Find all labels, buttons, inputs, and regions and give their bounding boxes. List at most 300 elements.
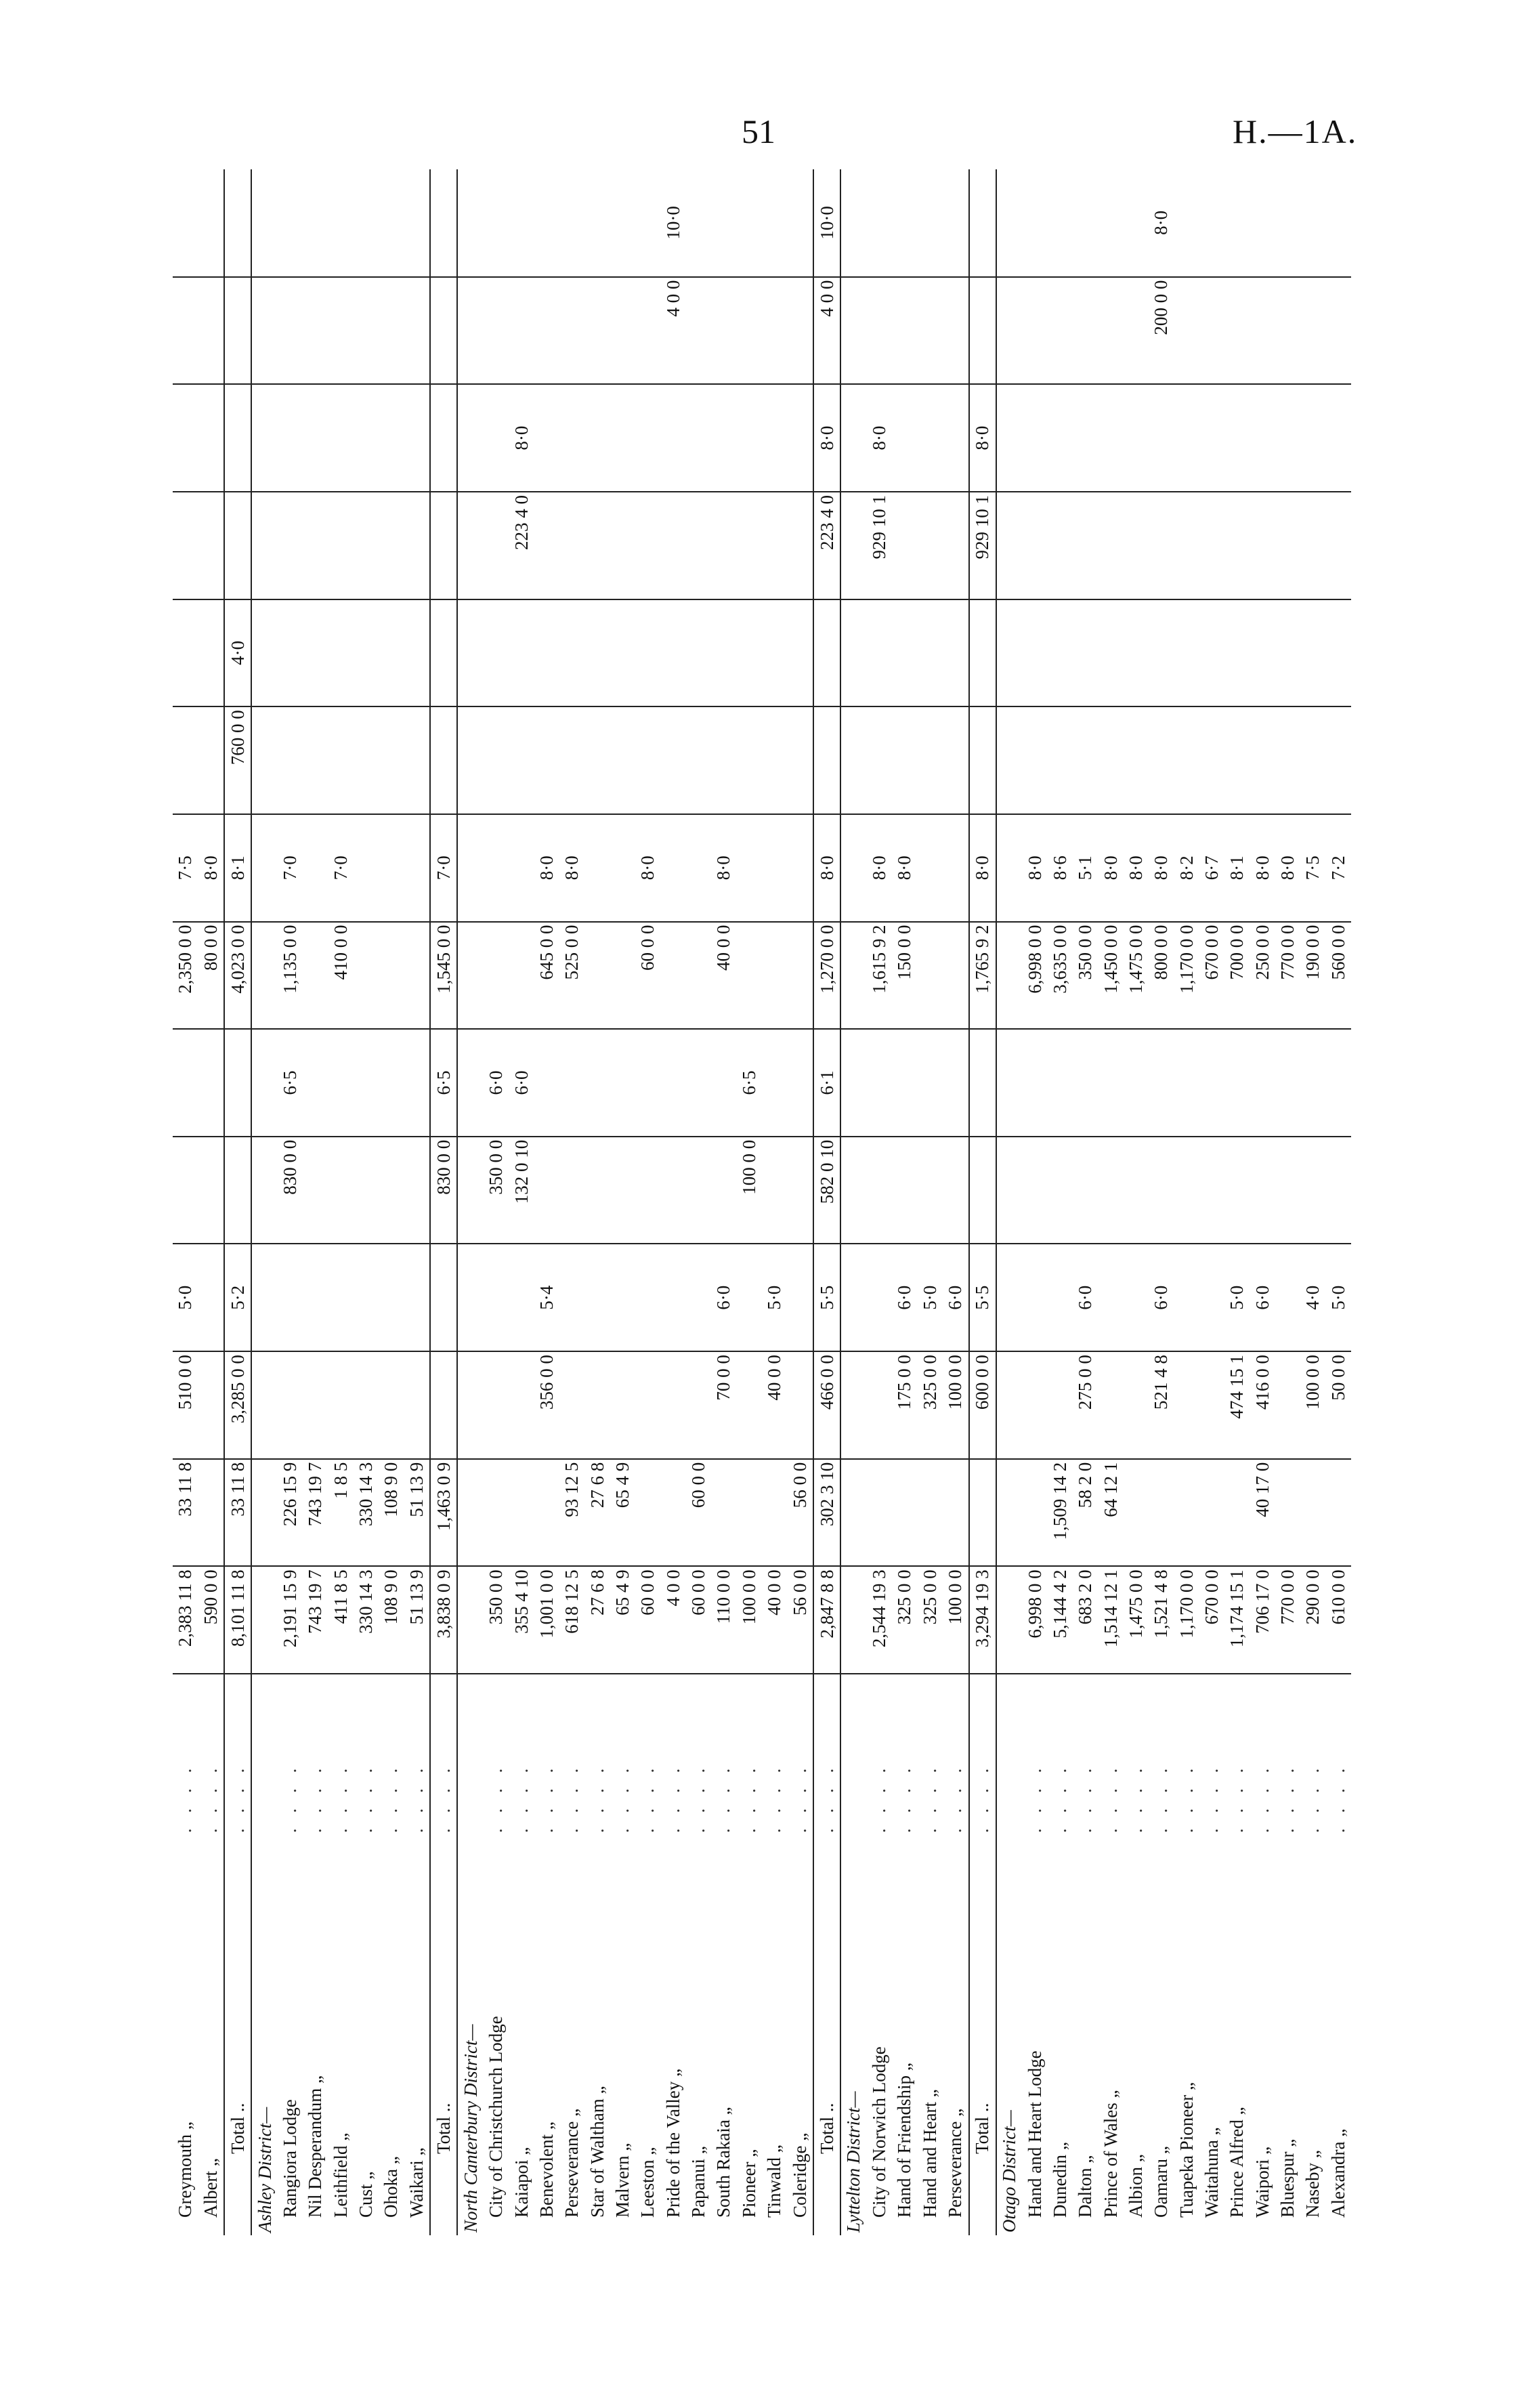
cell-c1 [840, 1566, 867, 1674]
cell-c12 [1048, 384, 1073, 492]
cell-c14 [379, 169, 404, 277]
cell-c6 [1326, 1029, 1351, 1137]
cell-c4 [354, 1244, 379, 1351]
cell-c1: 3,294 19 3 [969, 1566, 996, 1674]
cell-c13 [943, 277, 969, 385]
table-row [635, 169, 660, 2235]
cell-c6 [840, 1029, 867, 1137]
cell-c8 [354, 814, 379, 922]
cell-c13 [173, 277, 198, 385]
cell-c6 [251, 1029, 278, 1137]
cell-c6 [1174, 1029, 1199, 1137]
leader-dots: . . . . [813, 1674, 840, 1836]
lodge-name: City of Norwich Lodge [869, 2046, 889, 2218]
district-heading-row [251, 169, 278, 2235]
cell-c9 [379, 706, 404, 814]
cell-c14 [1022, 169, 1047, 277]
cell-c1: 670 0 0 [1199, 1566, 1224, 1674]
cell-c10 [1098, 599, 1123, 707]
cell-c4 [867, 1244, 892, 1351]
lodge-name: Malvern „ [612, 2142, 633, 2218]
cell-c7 [787, 922, 813, 1030]
cell-c1: 590 0 0 [198, 1566, 224, 1674]
lodge-name: Waikari „ [406, 2147, 427, 2218]
cell-c12 [943, 384, 969, 492]
leader-dots: . . . . [738, 1762, 759, 1833]
cell-c4 [787, 1244, 813, 1351]
cell-c1: 683 2 0 [1073, 1566, 1098, 1674]
cell-c4: 6·0 [1250, 1244, 1275, 1351]
cell-c3 [1275, 1351, 1300, 1459]
cell-c3 [635, 1351, 660, 1459]
cell-c4 [404, 1244, 431, 1351]
cell-c12 [379, 384, 404, 492]
cell-c13 [484, 277, 509, 385]
cell-c12 [1098, 384, 1123, 492]
table-row [303, 169, 328, 2235]
cell-c9 [1174, 706, 1199, 814]
cell-c11 [1300, 492, 1325, 599]
cell-c7 [484, 922, 509, 1030]
cell-c2: 226 15 9 [278, 1459, 303, 1567]
cell-c9 [1326, 706, 1351, 814]
cell-c8 [303, 814, 328, 922]
cell-c10 [892, 599, 917, 707]
cell-c12 [484, 384, 509, 492]
cell-c14 [892, 169, 917, 277]
lodge-name: Total .. [813, 1836, 840, 2235]
cell-c4: 6·0 [1149, 1244, 1174, 1351]
cell-c1: 2,847 8 8 [813, 1566, 840, 1674]
district-heading-row [457, 169, 484, 2235]
cell-c12 [686, 384, 711, 492]
cell-c8: 7·5 [1300, 814, 1325, 922]
cell-c4 [1124, 1244, 1149, 1351]
cell-c10 [430, 599, 457, 707]
cell-c14 [198, 169, 224, 277]
cell-c8: 8·0 [1149, 814, 1174, 922]
leader-dots: . . . . [789, 1762, 810, 1833]
cell-c1: 1,001 0 0 [534, 1566, 559, 1674]
cell-c2: 1,509 14 2 [1048, 1459, 1073, 1567]
lodge-name: Dunedin „ [1049, 2142, 1070, 2218]
cell-c10 [1250, 599, 1275, 707]
cell-c13 [711, 277, 736, 385]
cell-c4 [484, 1244, 509, 1351]
cell-c8: 8·0 [1098, 814, 1123, 922]
cell-c5 [918, 1137, 943, 1244]
cell-c11 [1048, 492, 1073, 599]
cell-c14 [251, 169, 278, 277]
cell-c2: 27 6 8 [585, 1459, 610, 1567]
cell-c7 [303, 922, 328, 1030]
cell-c7: 80 0 0 [198, 922, 224, 1030]
cell-c9 [509, 706, 534, 814]
district-heading-row [996, 169, 1023, 2235]
cell-c3 [404, 1351, 431, 1459]
cell-c9 [1022, 706, 1047, 814]
cell-c10 [173, 599, 198, 707]
cell-c5 [1124, 1137, 1149, 1244]
cell-c11 [251, 492, 278, 599]
cell-c14 [840, 169, 867, 277]
cell-c8 [918, 814, 943, 922]
cell-c12 [1149, 384, 1174, 492]
cell-c3: 275 0 0 [1073, 1351, 1098, 1459]
cell-c1: 330 14 3 [354, 1566, 379, 1674]
cell-c1 [996, 1566, 1023, 1674]
cell-c13 [303, 277, 328, 385]
cell-c1: 1,521 4 8 [1149, 1566, 1174, 1674]
cell-c2 [943, 1459, 969, 1567]
cell-c9 [867, 706, 892, 814]
lodge-name: South Rakaia „ [713, 2107, 734, 2218]
table-row [328, 169, 354, 2235]
cell-c6 [943, 1029, 969, 1137]
table-row [737, 169, 762, 2235]
leader-dots: . . . . [1049, 1762, 1070, 1833]
cell-c9 [918, 706, 943, 814]
cell-c5 [1073, 1137, 1098, 1244]
cell-c14 [1073, 169, 1098, 277]
cell-c14 [1174, 169, 1199, 277]
cell-c3 [1022, 1351, 1047, 1459]
cell-c3: 175 0 0 [892, 1351, 917, 1459]
cell-c5 [328, 1137, 354, 1244]
cell-c10 [918, 599, 943, 707]
cell-c1: 40 0 0 [762, 1566, 787, 1674]
cell-c12 [354, 384, 379, 492]
leader-dots: . . . . [1176, 1762, 1197, 1833]
cell-c3 [457, 1351, 484, 1459]
cell-c3 [996, 1351, 1023, 1459]
cell-c10 [1048, 599, 1073, 707]
cell-c1: 350 0 0 [484, 1566, 509, 1674]
lodge-name: Hand and Heart „ [919, 2089, 940, 2218]
cell-c14 [1275, 169, 1300, 277]
cell-c14 [457, 169, 484, 277]
cell-c13 [1250, 277, 1275, 385]
lodge-name: Prince Alfred „ [1226, 2107, 1247, 2218]
leader-dots: . . . . [919, 1762, 940, 1833]
cell-c12 [1300, 384, 1325, 492]
cell-c8: 8·0 [892, 814, 917, 922]
cell-c4 [686, 1244, 711, 1351]
cell-c3 [484, 1351, 509, 1459]
cell-c12 [328, 384, 354, 492]
cell-c2 [867, 1459, 892, 1567]
cell-c11 [1326, 492, 1351, 599]
district-name: North Canterbury District— [460, 2024, 481, 2233]
cell-c1: 65 4 9 [610, 1566, 635, 1674]
cell-c2: 330 14 3 [354, 1459, 379, 1567]
cell-c8: 7·0 [328, 814, 354, 922]
cell-c12 [1022, 384, 1047, 492]
cell-c4 [379, 1244, 404, 1351]
lodge-name: Greymouth „ [175, 2121, 196, 2218]
cell-c13: 4 0 0 [813, 277, 840, 385]
cell-c5 [943, 1137, 969, 1244]
cell-c11 [585, 492, 610, 599]
leader-dots: . . . . [1327, 1762, 1348, 1833]
cell-c7: 250 0 0 [1250, 922, 1275, 1030]
cell-c10 [686, 599, 711, 707]
cell-c4 [509, 1244, 534, 1351]
cell-c13: 4 0 0 [661, 277, 686, 385]
cell-c7 [404, 922, 431, 1030]
cell-c14 [404, 169, 431, 277]
cell-c4: 5·0 [1326, 1244, 1351, 1351]
cell-c2 [969, 1459, 996, 1567]
cell-c10 [762, 599, 787, 707]
cell-c6 [1048, 1029, 1073, 1137]
cell-c11 [1098, 492, 1123, 599]
cell-c14 [711, 169, 736, 277]
cell-c6 [996, 1029, 1023, 1137]
lodge-name: Perseverance „ [945, 2108, 966, 2218]
rotated-table-wrapper [173, 169, 1351, 2235]
cell-c5 [840, 1137, 867, 1244]
cell-c10 [585, 599, 610, 707]
leader-dots: . . . . [200, 1762, 221, 1833]
lodge-name: Nil Desperandum „ [305, 2075, 326, 2218]
cell-c6 [1022, 1029, 1047, 1137]
cell-c7: 645 0 0 [534, 922, 559, 1030]
lodge-name: Coleridge „ [789, 2132, 810, 2218]
table-row [867, 169, 892, 2235]
cell-c10 [943, 599, 969, 707]
cell-c5 [996, 1137, 1023, 1244]
cell-c3: 474 15 1 [1224, 1351, 1250, 1459]
cell-c4 [635, 1244, 660, 1351]
cell-c11 [996, 492, 1023, 599]
cell-c4: 5·0 [1224, 1244, 1250, 1351]
cell-c12 [278, 384, 303, 492]
cell-c10 [787, 599, 813, 707]
cell-c13 [457, 277, 484, 385]
cell-c12 [430, 384, 457, 492]
cell-c11 [610, 492, 635, 599]
cell-c14 [1224, 169, 1250, 277]
cell-c2 [1174, 1459, 1199, 1567]
cell-c8: 6·7 [1199, 814, 1224, 922]
cell-c10 [1124, 599, 1149, 707]
lodge-name: Albert „ [200, 2158, 221, 2218]
cell-c11 [379, 492, 404, 599]
cell-c10 [737, 599, 762, 707]
cell-c3 [509, 1351, 534, 1459]
cell-c8: 8·1 [224, 814, 251, 922]
table-row [943, 169, 969, 2235]
lodge-name: Ohoka „ [381, 2156, 402, 2218]
cell-c8 [737, 814, 762, 922]
cell-c5 [534, 1137, 559, 1244]
table-row [686, 169, 711, 2235]
cell-c11 [484, 492, 509, 599]
table-row [1224, 169, 1250, 2235]
cell-c5 [354, 1137, 379, 1244]
cell-c7: 410 0 0 [328, 922, 354, 1030]
cell-c14 [328, 169, 354, 277]
cell-c6 [711, 1029, 736, 1137]
cell-c13 [1300, 277, 1325, 385]
cell-c12: 8·0 [867, 384, 892, 492]
leader-dots: . . . . [175, 1762, 196, 1833]
cell-c8: 8·0 [534, 814, 559, 922]
cell-c5 [711, 1137, 736, 1244]
lodge-name: City of Christchurch Lodge [486, 2016, 507, 2218]
cell-c3: 50 0 0 [1326, 1351, 1351, 1459]
cell-c5 [1275, 1137, 1300, 1244]
leader-dots [840, 1674, 867, 1836]
cell-c4: 5·0 [762, 1244, 787, 1351]
cell-c4 [1275, 1244, 1300, 1351]
table-row [484, 169, 509, 2235]
cell-c1: 1,174 15 1 [1224, 1566, 1250, 1674]
cell-c2 [534, 1459, 559, 1567]
cell-c7 [509, 922, 534, 1030]
table-row [610, 169, 635, 2235]
cell-c7: 60 0 0 [635, 922, 660, 1030]
cell-c13 [610, 277, 635, 385]
cell-c12 [762, 384, 787, 492]
cell-c6 [635, 1029, 660, 1137]
cell-c3 [737, 1351, 762, 1459]
cell-c12 [251, 384, 278, 492]
leader-dots: . . . . [1201, 1762, 1222, 1833]
cell-c5 [1300, 1137, 1325, 1244]
cell-c14 [224, 169, 251, 277]
cell-c3: 70 0 0 [711, 1351, 736, 1459]
cell-c13 [379, 277, 404, 385]
lodge-name: Waitahuna „ [1201, 2127, 1222, 2218]
cell-c7 [762, 922, 787, 1030]
cell-c2 [198, 1459, 224, 1567]
cell-c5: 132 0 10 [509, 1137, 534, 1244]
cell-c7: 350 0 0 [1073, 922, 1098, 1030]
cell-c1: 110 0 0 [711, 1566, 736, 1674]
cell-c9 [1073, 706, 1098, 814]
cell-c9 [278, 706, 303, 814]
cell-c11 [686, 492, 711, 599]
cell-c13 [1326, 277, 1351, 385]
cell-c4: 5·4 [534, 1244, 559, 1351]
cell-c1: 60 0 0 [686, 1566, 711, 1674]
table-row [1048, 169, 1073, 2235]
total-row [430, 169, 457, 2235]
table-row [1098, 169, 1123, 2235]
cell-c8: 8·0 [711, 814, 736, 922]
cell-c8 [610, 814, 635, 922]
cell-c2 [635, 1459, 660, 1567]
cell-c9 [661, 706, 686, 814]
cell-c9 [251, 706, 278, 814]
cell-c12 [303, 384, 328, 492]
cell-c9 [1250, 706, 1275, 814]
cell-c6 [585, 1029, 610, 1137]
table-row [1022, 169, 1047, 2235]
cell-c2 [1124, 1459, 1149, 1567]
lodge-name: Total .. [430, 1836, 457, 2235]
cell-c8 [251, 814, 278, 922]
cell-c9 [1048, 706, 1073, 814]
lodge-name: Oamaru „ [1151, 2146, 1172, 2218]
cell-c11 [534, 492, 559, 599]
lodge-name: Naseby „ [1302, 2150, 1323, 2218]
cell-c3 [328, 1351, 354, 1459]
cell-c12 [559, 384, 584, 492]
cell-c8: 8·1 [1224, 814, 1250, 922]
leader-dots: . . . . [945, 1762, 966, 1833]
cell-c8: 8·0 [813, 814, 840, 922]
cell-c11 [1073, 492, 1098, 599]
cell-c12: 8·0 [813, 384, 840, 492]
cell-c7: 560 0 0 [1326, 922, 1351, 1030]
lodge-name: Cust „ [356, 2171, 377, 2218]
document-reference: H.—1A. [1233, 112, 1358, 150]
lodge-name: Prince of Wales „ [1100, 2090, 1121, 2218]
leader-dots: . . . . [1125, 1762, 1146, 1833]
cell-c7: 40 0 0 [711, 922, 736, 1030]
cell-c2: 1 8 5 [328, 1459, 354, 1567]
cell-c6 [1275, 1029, 1300, 1137]
cell-c13 [635, 277, 660, 385]
cell-c5 [787, 1137, 813, 1244]
cell-c3: 100 0 0 [1300, 1351, 1325, 1459]
cell-c12 [457, 384, 484, 492]
leader-dots: . . . . [637, 1762, 658, 1833]
cell-c5 [585, 1137, 610, 1244]
cell-c13 [1048, 277, 1073, 385]
cell-c11 [762, 492, 787, 599]
cell-c5 [1326, 1137, 1351, 1244]
cell-c13 [198, 277, 224, 385]
cell-c13 [1073, 277, 1098, 385]
cell-c4 [1022, 1244, 1047, 1351]
cell-c11 [457, 492, 484, 599]
cell-c13 [1124, 277, 1149, 385]
cell-c4 [1199, 1244, 1224, 1351]
cell-c7 [996, 922, 1023, 1030]
cell-c5: 830 0 0 [278, 1137, 303, 1244]
cell-c4 [1098, 1244, 1123, 1351]
cell-c7 [585, 922, 610, 1030]
table-row [509, 169, 534, 2235]
cell-c5 [379, 1137, 404, 1244]
cell-c8 [404, 814, 431, 922]
cell-c5 [303, 1137, 328, 1244]
cell-c10 [354, 599, 379, 707]
cell-c2 [892, 1459, 917, 1567]
cell-c5 [1250, 1137, 1275, 1244]
cell-c14 [303, 169, 328, 277]
lodge-name: Pioneer „ [738, 2149, 759, 2218]
leader-dots: . . . . [1252, 1762, 1273, 1833]
cell-c13 [996, 277, 1023, 385]
cell-c7: 1,765 9 2 [969, 922, 996, 1030]
cell-c10 [559, 599, 584, 707]
cell-c14 [610, 169, 635, 277]
cell-c7: 6,998 0 0 [1022, 922, 1047, 1030]
table-row [1250, 169, 1275, 2235]
cell-c8: 7·0 [278, 814, 303, 922]
cell-c4: 6·0 [1073, 1244, 1098, 1351]
cell-c11 [430, 492, 457, 599]
cell-c10 [711, 599, 736, 707]
cell-c5: 100 0 0 [737, 1137, 762, 1244]
cell-c7 [354, 922, 379, 1030]
leader-dots: . . . . [280, 1762, 301, 1833]
